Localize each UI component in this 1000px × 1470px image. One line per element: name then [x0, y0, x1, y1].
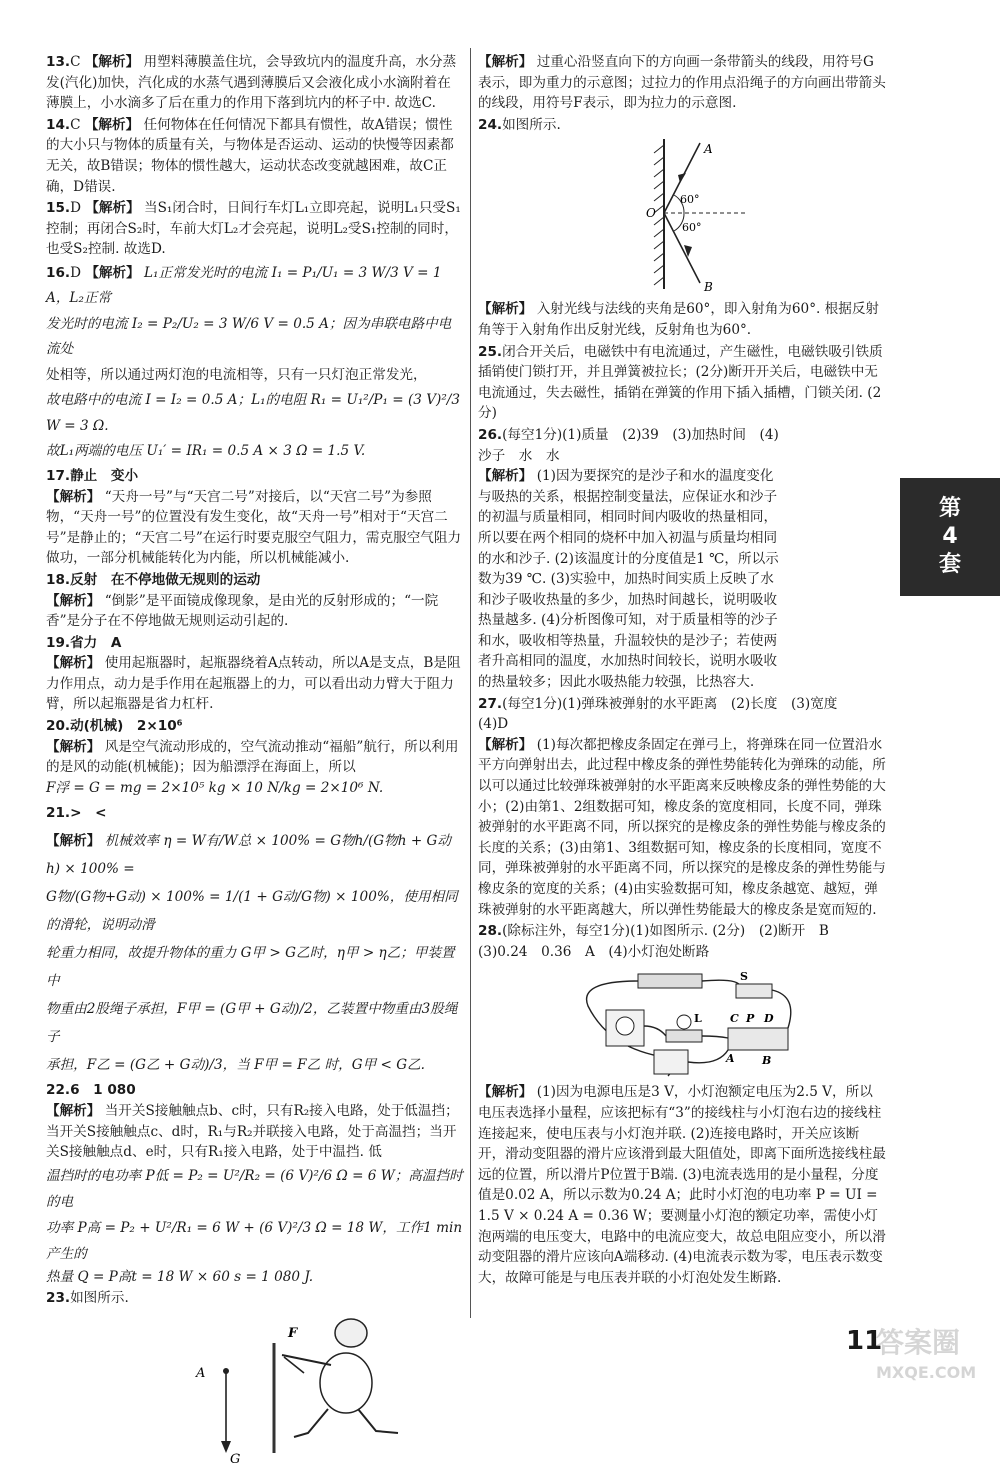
analysis-text: 当开关S接触触点b、c时，只有R₂接入电路，处于低温挡；当开关S接触触点c、d时，R₁与R₂并联接入电路，处于高温挡；当开关S接触触点d、e时，只有R₁接入电路，处于中温挡. 低 — [46, 1103, 459, 1161]
equation-line: 故电路中的电流 I = I₂ = 0.5 A；L₁的电阻 R₁ = U₁²/P₁ = (3 V)²/3 W = 3 Ω. — [46, 392, 461, 434]
answer-value: 静止 变小 — [70, 467, 139, 484]
angle-label: 60° — [680, 193, 700, 207]
question-number: 17. — [46, 467, 71, 484]
analysis-text: 过重心沿竖直向下的方向画一条带箭头的线段，用符号G表示，即为重力的示意图；过拉力的作用点沿绳子的方向画出带箭头的线段，用符号F表示，即为拉力的示意图. — [478, 54, 886, 112]
label-L: L — [694, 1012, 702, 1026]
analysis-tag: 【解析】 — [46, 655, 101, 672]
question-number: 24. — [478, 116, 503, 133]
answer-17 — [46, 466, 464, 569]
answer-value: 动(机械) 2×10⁶ — [70, 718, 183, 735]
answer-value: 6 1 080 — [70, 1082, 136, 1099]
label-B: B — [704, 280, 713, 295]
column-divider — [470, 48, 471, 1318]
equation-line: 故L₁两端的电压 U₁′ = IR₁ = 0.5 A × 3 Ω = 1.5 V. — [46, 443, 366, 460]
label-A: A — [704, 142, 713, 157]
answer-value: 闭合开关后，电磁铁中有电流通过，产生磁性，电磁铁吸引铁质插销使门锁打开，并且弹簧被拉长；(2分)断开开关后，电磁铁中无电流通过，失去磁性，插销在弹簧的作用下插入插槽，门锁关闭. (2分) — [478, 343, 883, 422]
svg-text:MXQE.COM: MXQE.COM — [876, 1363, 977, 1382]
circuit-diagram-figure — [478, 966, 886, 1078]
circuit-diagram — [478, 966, 886, 1078]
tab-text: 第 — [938, 496, 961, 521]
answer-25 — [478, 342, 886, 424]
analysis-tag: 【解析】 — [46, 833, 101, 850]
answer-27 — [478, 694, 886, 921]
answer-value: C — [70, 54, 81, 70]
answer-14 — [46, 115, 464, 197]
answer-21 — [46, 799, 464, 1079]
reflection-diagram-figure — [478, 139, 886, 295]
analysis-tag: 【解析】 — [478, 301, 533, 318]
answer-value: (每空1分)(1)质量 (2)39 (3)加热时间 (4)沙子 水 水 — [478, 426, 779, 464]
analysis-tag: 【解析】 — [46, 738, 101, 755]
equation-line: 温挡时的电功率 P低 = P₂ = U²/R₂ = (6 V)²/6 Ω = 6 W；高温挡时的电 — [46, 1167, 463, 1210]
label-P: P — [746, 1012, 755, 1026]
answer-23 — [46, 1288, 464, 1463]
analysis-tag: 【解析】 — [46, 592, 101, 609]
analysis-text: 使用起瓶器时，起瓶器绕着A点转动，所以A是支点，B是阻力作用点，动力是手作用在起瓶器上的力，可以看出动力臂大于阻力臂，所以起瓶器是省力杠杆. — [46, 655, 461, 713]
question-number: 26. — [478, 426, 503, 443]
question-number: 27. — [478, 695, 503, 712]
answer-value: (每空1分)(1)弹珠被弹射的水平距离 (2)长度 (3)宽度 — [502, 695, 838, 712]
analysis-tag: 【解析】 — [85, 264, 140, 281]
equation-line: 发光时的电流 I₂ = P₂/U₂ = 3 W/6 V = 0.5 A；因为串联电路中电流处 — [46, 315, 452, 358]
equation-line: 热量 Q = P高t = 18 W × 60 s = 1 080 J. — [46, 1268, 314, 1285]
answer-19 — [46, 633, 464, 715]
analysis-text: 风是空气流动形成的，空气流动推动“福船”航行，所以利用的是风的动能(机械能)；因为船漂浮在海面上，所以 — [46, 738, 459, 776]
label-A: A — [726, 1052, 735, 1066]
page-number: 11 — [846, 1326, 883, 1356]
answer-value: 反射 在不停地做无规则的运动 — [70, 571, 261, 588]
analysis-text: 用塑料薄膜盖住坑，会导致坑内的温度升高，水分蒸发(汽化)加快，汽化成的水蒸气遇到薄膜后又会液化成小水滴附着在薄膜上，小水滴多了后在重力的作用下落到坑内的杯子中. 故选C. — [46, 54, 457, 112]
answer-value: (4)D — [478, 716, 509, 733]
answer-value: > < — [70, 805, 107, 822]
answer-value: 如图所示. — [502, 116, 561, 133]
analysis-tag: 【解析】 — [84, 54, 140, 70]
tab-text: 套 — [938, 552, 961, 577]
label-G: G — [230, 1452, 241, 1463]
answer-20 — [46, 716, 464, 798]
equation-line: 轮重力相同，故提升物体的重力 G甲 > G乙时，η甲 > η乙；甲装置中 — [46, 945, 455, 990]
analysis-tag: 【解析】 — [85, 200, 140, 217]
answer-23-analysis — [478, 52, 886, 114]
answer-24 — [478, 115, 886, 341]
equation-line: G物/(G物+G动) × 100% = 1/(1 + G动/G物) × 100%，使用相同的滑轮，说明动滑 — [46, 889, 458, 934]
reflection-diagram — [478, 139, 886, 295]
equation-line: 功率 P高 = P₂ + U²/R₁ = 6 W + (6 V)²/3 Ω = 18 W，工作1 min产生的 — [46, 1219, 463, 1262]
equation-line: L₁正常发光时的电流 I₁ = P₁/U₁ = 3 W/3 V = 1 A，L₂正常 — [46, 264, 442, 307]
analysis-text: (1)每次都把橡皮条固定在弹弓上，将弹珠在同一位置沿水平方向弹射出去，此过程中橡皮条的弹性势能转化为弹珠的动能，所以可以通过比较弹珠被弹射的水平距离来反映橡皮条的弹性势能的大小；(2)由第1、2组数据可知，橡皮条的宽度相同，长度不同，弹珠被弹射的水平距离不同，所以探究的是橡皮条的弹性势能与橡皮条的长度的关系；(3)由第1、3组数据可知，橡皮条的长度相同，宽度不同，弹珠被弹射的水平距离不同，所以探究的是橡皮条的弹性势能与橡皮条的宽度的关系；(4)由实验数据可知，橡皮条越宽、越短，弹珠被弹射的水平距离越大，所以弹性势能最大的橡皮条是宽而短的. — [478, 736, 886, 918]
question-number: 23. — [46, 1290, 71, 1307]
equation-line: F浮 = G = mg = 2×10⁵ kg × 10 N/kg = 2×10⁶ N. — [46, 779, 384, 796]
question-number: 20. — [46, 718, 71, 735]
analysis-tag: 【解析】 — [478, 736, 533, 753]
label-B: B — [762, 1054, 772, 1068]
answer-13 — [46, 52, 464, 114]
answer-26 — [478, 425, 782, 693]
answer-value: D — [70, 200, 81, 217]
analysis-text: 入射光线与法线的夹角是60°，即入射角为60°. 根据反射角等于入射角作出反射光线，反射角也为60°. — [478, 301, 880, 338]
svg-text:答案圈: 答案圈 — [876, 1326, 961, 1359]
question-number: 13. — [46, 54, 71, 70]
analysis-tag: 【解析】 — [46, 1103, 101, 1120]
answer-value: D — [70, 264, 81, 281]
equation-line: 机械效率 η = W有/W总 × 100% = G物h/(G物h + G动h) × 100% = — [46, 833, 451, 878]
label-D: D — [764, 1012, 774, 1026]
question-number: 18. — [46, 571, 71, 588]
answer-18 — [46, 570, 464, 632]
right-column — [478, 52, 886, 1289]
label-O: O — [646, 206, 656, 221]
section-tab — [900, 478, 1000, 596]
answer-value: 省力 A — [70, 634, 122, 651]
answer-16 — [46, 261, 464, 465]
analysis-tag: 【解析】 — [46, 488, 101, 505]
force-diagram — [46, 1313, 464, 1463]
analysis-text: 任何物体在任何情况下都具有惯性，故A错误；惯性的大小只与物体的质量有关，与物体是否运动、运动的快慢等因素都无关，故B错误；物体的惯性越大，运动状态改变就越困难，故C正确，D错误. — [46, 116, 454, 195]
label-A: A — [196, 1366, 206, 1381]
answer-22 — [46, 1080, 464, 1287]
analysis-tag: 【解析】 — [478, 54, 533, 70]
answer-28 — [478, 921, 886, 1288]
analysis-text: (1)因为要探究的是沙子和水的温度变化与吸热的关系，根据控制变量法，应保证水和沙子的初温与质量相同，相同时间内吸收的热量相同，所以要在两个相同的烧杯中加入初温与质量均相同的水和沙子. (2)该温度计的分度值是1 ℃，所以示数为39 ℃. (3)实验中，加热时间实质上反映了水和沙子吸收热量的多少，加热时间越长，说明吸收热量越多. (4)分析图像可知，对于质量相等的沙子和水，吸收相等热量，升温较快的是沙子；若使两者升高相同的温度，水加热时间较长，说明水吸收的热量较多；因此水吸热能力较强，比热容大. — [478, 468, 779, 691]
left-column — [46, 52, 464, 1467]
question-number: 19. — [46, 634, 71, 651]
analysis-tag: 【解析】 — [478, 1084, 533, 1101]
question-number: 22. — [46, 1082, 71, 1099]
analysis-tag: 【解析】 — [478, 468, 533, 485]
answer-value: (3)0.24 0.36 A (4)小灯泡处断路 — [478, 943, 710, 960]
analysis-text: 当S₁闭合时，日间行车灯L₁立即亮起，说明L₁只受S₁控制；再闭合S₂时，车前大灯L₂才会亮起，说明L₂受S₁控制的同时，也受S₂控制. 故选D. — [46, 200, 461, 258]
question-number: 28. — [478, 923, 503, 940]
question-number: 25. — [478, 343, 503, 360]
analysis-tag: 【解析】 — [84, 116, 140, 133]
question-number: 15. — [46, 200, 71, 217]
answer-value: 如图所示. — [70, 1290, 129, 1307]
question-number: 16. — [46, 264, 71, 281]
analysis-text: “天舟一号”与“天宫二号”对接后，以“天宫二号”为参照物，“天舟一号”的位置没有发生变化，故“天舟一号”相对于“天宫二号”是静止的；“天宫二号”在运行时要克服空气阻力，需克服空气阻力做功，一部分机械能转化为内能，所以机械能减小. — [46, 488, 462, 567]
label-C: C — [730, 1012, 739, 1026]
equation-line: 物重由2股绳子承担，F甲 = (G甲 + G动)/2，乙装置中物重由3股绳子 — [46, 1001, 458, 1046]
question-number: 21. — [46, 805, 71, 822]
tab-number: 4 — [942, 524, 958, 549]
equation-line: 处相等，所以通过两灯泡的电流相等，只有一只灯泡正常发光， — [46, 366, 427, 383]
equation-line: 承担，F乙 = (G乙 + G动)/3，当 F甲 = F乙 时，G甲 < G乙. — [46, 1057, 425, 1074]
force-diagram-figure — [46, 1313, 464, 1463]
label-S: S — [740, 970, 748, 984]
question-number: 14. — [46, 116, 71, 133]
analysis-text: (1)因为电源电压是3 V，小灯泡额定电压为2.5 V，所以电压表选择小量程，应该把标有“3”的接线柱与小灯泡右边的接线柱连接起来，使电压表与小灯泡并联. (2)连接电路时，开关应该断开，滑动变阻器的滑片应该滑到最大阻值处，即离下面所选接线柱最远的位置，所以滑片P位置于B端. (3)电流表选用的是小量程，分度值是0.02 A，所以示数为0.24 A；此时小灯泡的电功率 P = UI = 1.5 V × 0.24 A = 0.36 W；要测量小灯泡的额定功率，需使小灯泡两端的电压变大，电路中的电流应变大，故总电阻应变小，所以滑动变阻器的滑片应该向A端移动. (4)电流表示数为零，电压表示数变大，故障可能是与电压表并联的小灯泡处发生断路. — [478, 1084, 886, 1286]
label-F: F — [288, 1326, 298, 1341]
angle-label: 60° — [682, 221, 702, 235]
analysis-text: “倒影”是平面镜成像现象，是由光的反射形成的；“一院香”是分子在不停地做无规则运动引起的. — [46, 592, 439, 630]
watermark-logo — [872, 1316, 984, 1386]
answer-15 — [46, 198, 464, 260]
answer-value: C — [70, 116, 81, 133]
answer-value: (除标注外，每空1分)(1)如图所示. (2分) (2)断开 B — [502, 923, 829, 940]
